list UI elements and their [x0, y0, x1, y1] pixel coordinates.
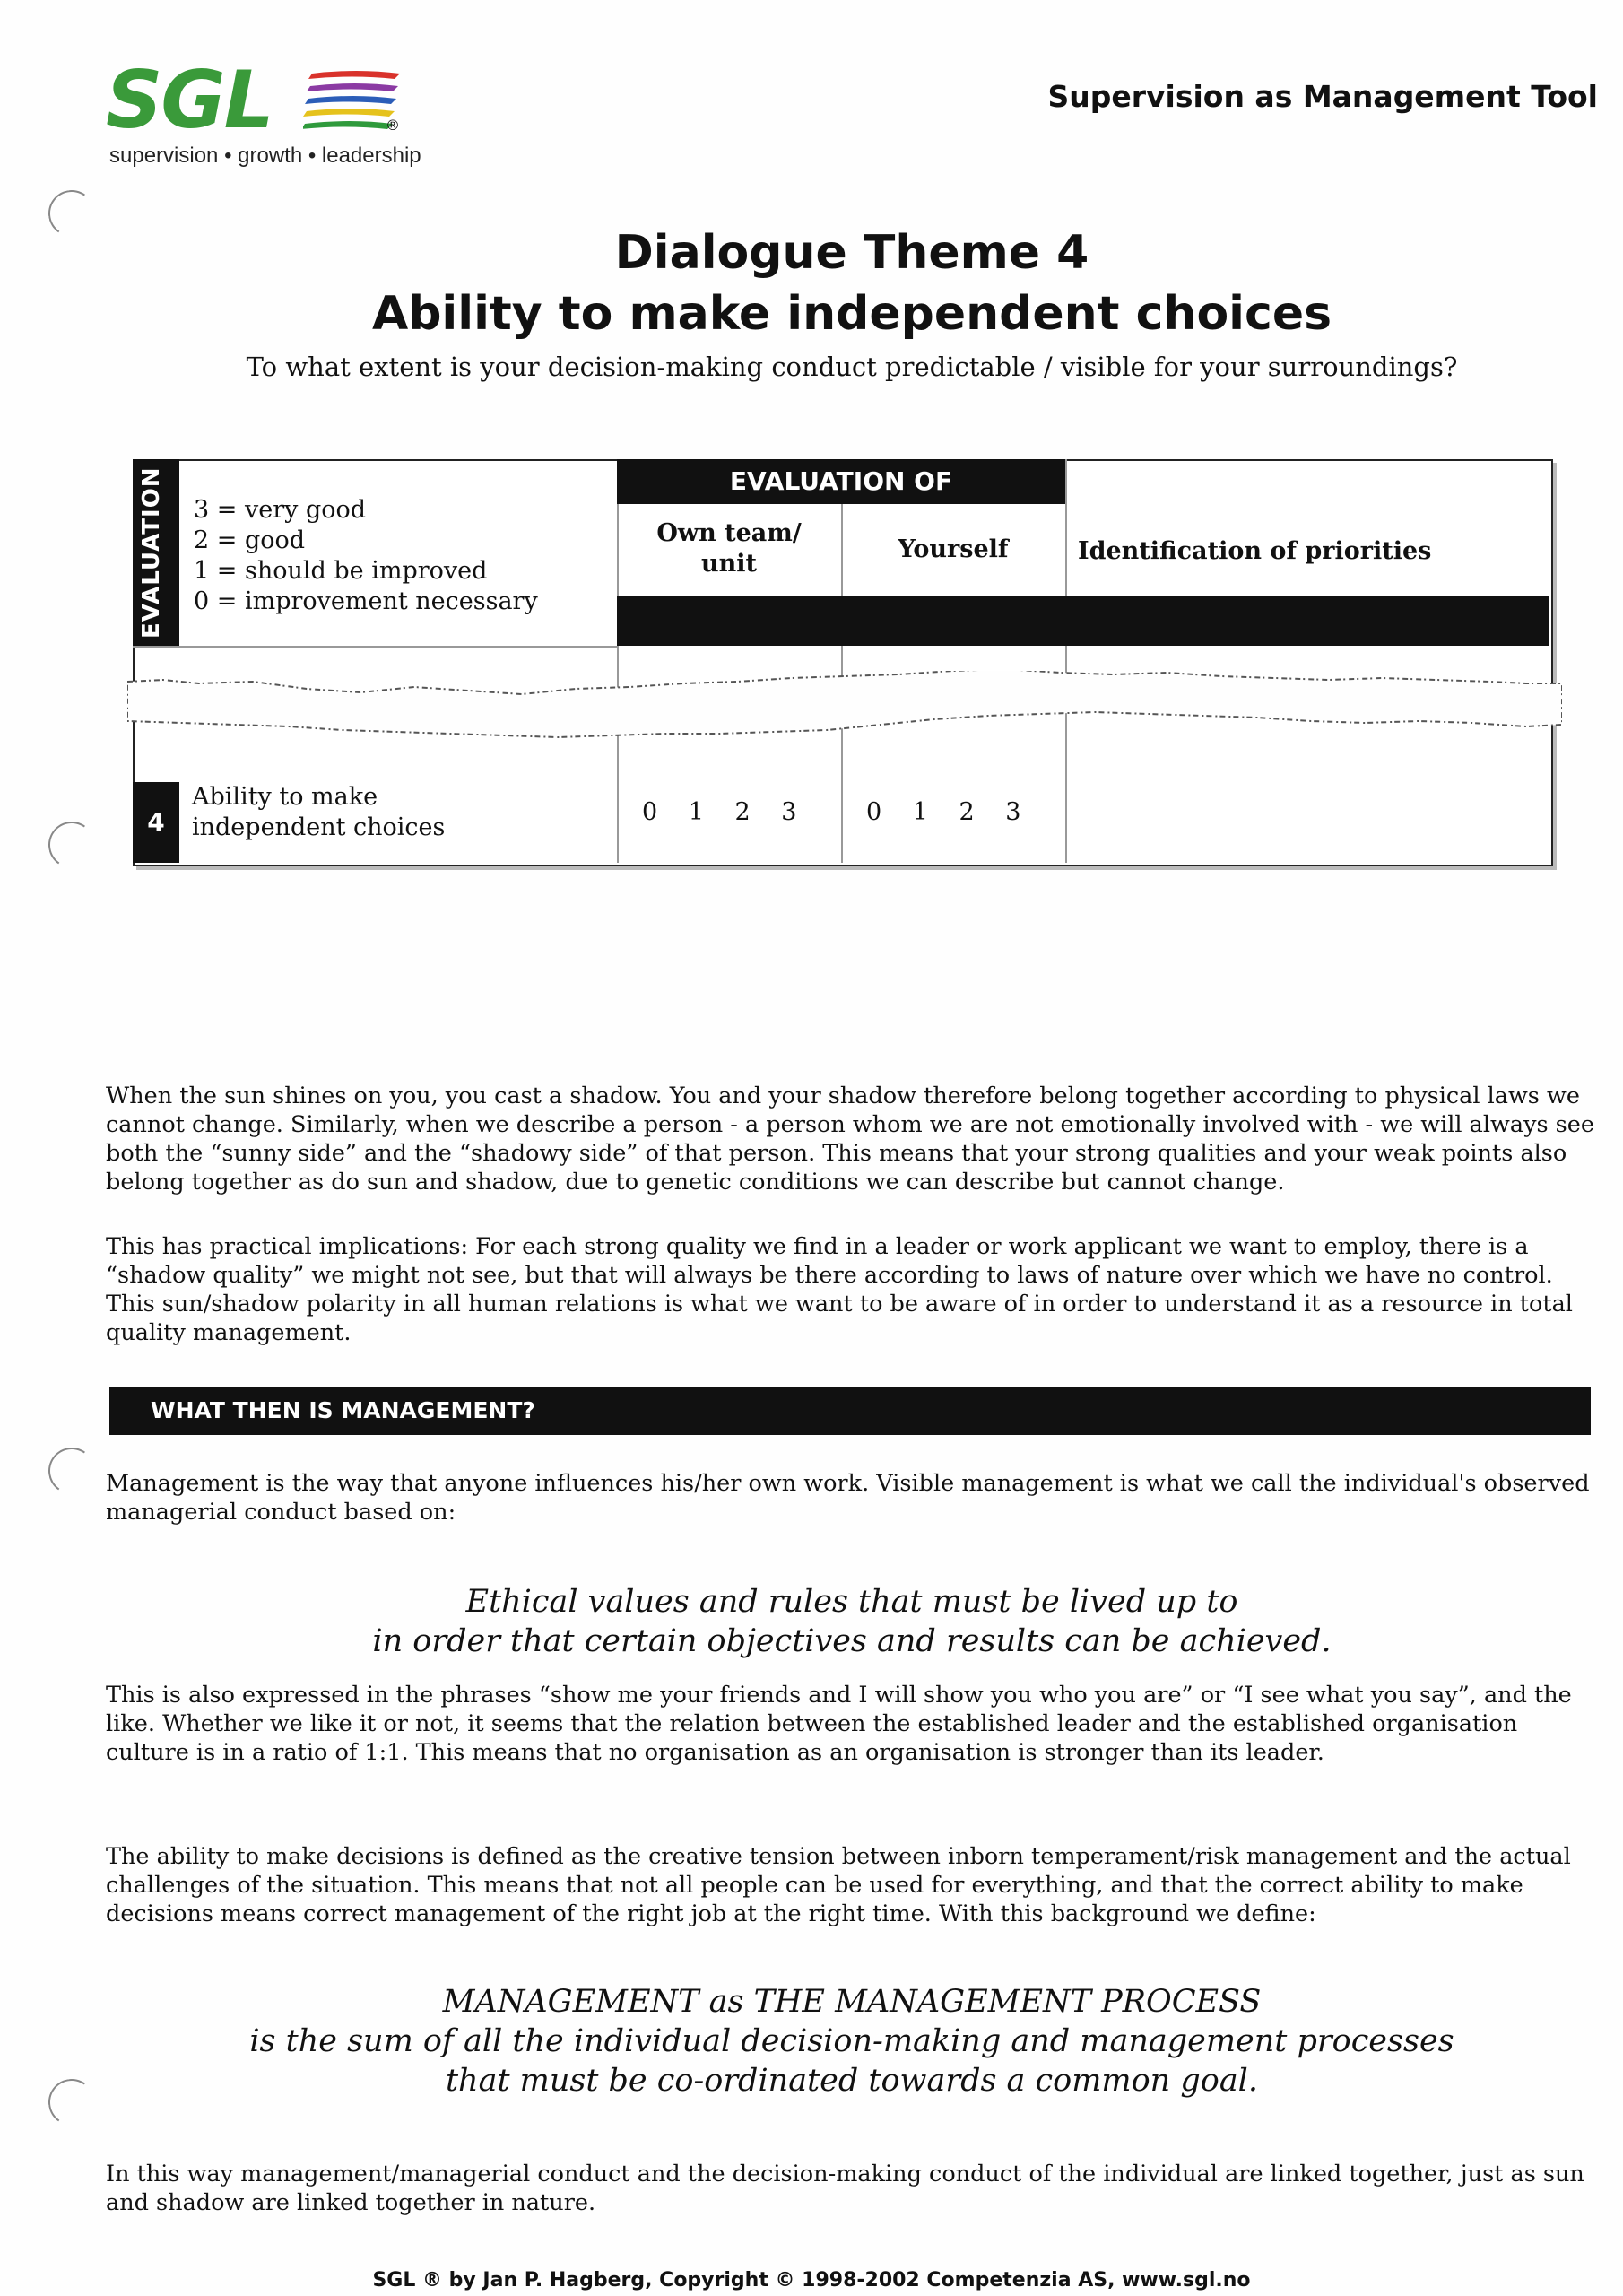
quote-line: Ethical values and rules that must be lived up to — [465, 1584, 1238, 1620]
page-title: Dialogue Theme 4 — [614, 226, 1089, 280]
evaluation-side-bar — [133, 459, 179, 646]
torn-paper-gap — [127, 671, 1562, 743]
evaluation-of-heading: EVALUATION OF — [617, 459, 1065, 504]
section-heading: WHAT THEN IS MANAGEMENT? — [151, 1397, 535, 1423]
registered-mark: ® — [386, 117, 400, 134]
scale-item: 0 = improvement necessary — [194, 587, 538, 615]
evaluation-scale — [194, 495, 538, 617]
paragraph: In this way management/managerial conduct and the decision-making conduct of the individual are linked together, just as sun and shadow are linked together in nature. — [106, 2161, 1584, 2216]
header-black-band — [617, 596, 1549, 646]
scale-item: 3 = very good — [194, 496, 367, 524]
row-divider — [133, 646, 617, 648]
quote-line: MANAGEMENT as THE MANAGEMENT PROCESS — [442, 1984, 1262, 2020]
punch-hole-mark — [45, 1444, 99, 1498]
logo-tagline: supervision • growth • leadership — [109, 144, 421, 168]
paragraph: The ability to make decisions is defined as the creative tension between inborn temperament/risk management and the actual challenges of the situation. This means that not all people can be used for everything, and that the correct ability to make decisions means correct management of the right job at the right time. With this background we define: — [106, 1843, 1571, 1927]
punch-hole-mark — [45, 818, 99, 872]
quote-line: that must be co-ordinated towards a common goal. — [445, 2063, 1259, 2099]
quote-line: is the sum of all the individual decision-making and management processes — [249, 2023, 1454, 2059]
copyright-footer: SGL ® by Jan P. Hagberg, Copyright © 1998-2002 Competenzia AS, www.sgl.no — [372, 2269, 1251, 2292]
evaluation-side-label: EVALUATION — [138, 466, 165, 639]
document-series-title: Supervision as Management Tool — [1047, 79, 1598, 114]
logo-text: SGL — [106, 54, 273, 146]
section-heading-bar — [109, 1387, 1591, 1435]
paragraph: This is also expressed in the phrases “show me your friends and I will show you who you are” or “I see what you say”, and the like. Whether we like it or not, it seems that the relation between the established leader and the established organisation culture is in a ratio of 1:1. This means that no organisation as an organisation is stronger than its leader. — [106, 1682, 1572, 1766]
scale-item: 1 = should be improved — [194, 557, 488, 585]
row-number-badge: 4 — [133, 782, 179, 863]
column-header-own-team: Own team/ unit — [656, 519, 802, 578]
quote-line: in order that certain objectives and results can be achieved. — [372, 1623, 1332, 1659]
page-subtitle-heading: Ability to make independent choices — [371, 287, 1332, 341]
paragraph: When the sun shines on you, you cast a shadow. You and your shadow therefore belong together according to physical laws we cannot change. Similarly, when we describe a person - a person whom we are not emotionally involved with - we will always see both the “sunny side” and the “shadowy side” of that person. This means that your strong qualities and your weak points also belong together as do sun and shadow, due to genetic conditions we can describe but cannot change. — [106, 1083, 1594, 1196]
paragraph: Management is the way that anyone influences his/her own work. Visible management is what we call the individual's observed managerial conduct based on: — [106, 1470, 1590, 1526]
scale-item: 2 = good — [194, 526, 306, 554]
paragraph: This has practical implications: For each strong quality we find in a leader or work applicant we want to employ, there is a “shadow quality” we might not see, but that will always be there according to laws of nature over which we have no control. This sun/shadow polarity in all human relations is what we want to be aware of in order to understand it as a resource in total quality management. — [106, 1233, 1573, 1346]
row-label: Ability to make independent choices — [192, 783, 446, 841]
score-options-own-team[interactable]: 0 1 2 3 — [642, 798, 797, 826]
sgl-logo — [106, 54, 421, 178]
column-header-yourself: Yourself — [898, 535, 1009, 563]
score-options-yourself[interactable]: 0 1 2 3 — [866, 798, 1021, 826]
page-question: To what extent is your decision-making conduct predictable / visible for your surroundings? — [246, 352, 1458, 382]
column-divider — [1065, 459, 1067, 863]
evaluation-table — [133, 459, 1549, 863]
column-header-priorities: Identification of priorities — [1078, 537, 1432, 565]
